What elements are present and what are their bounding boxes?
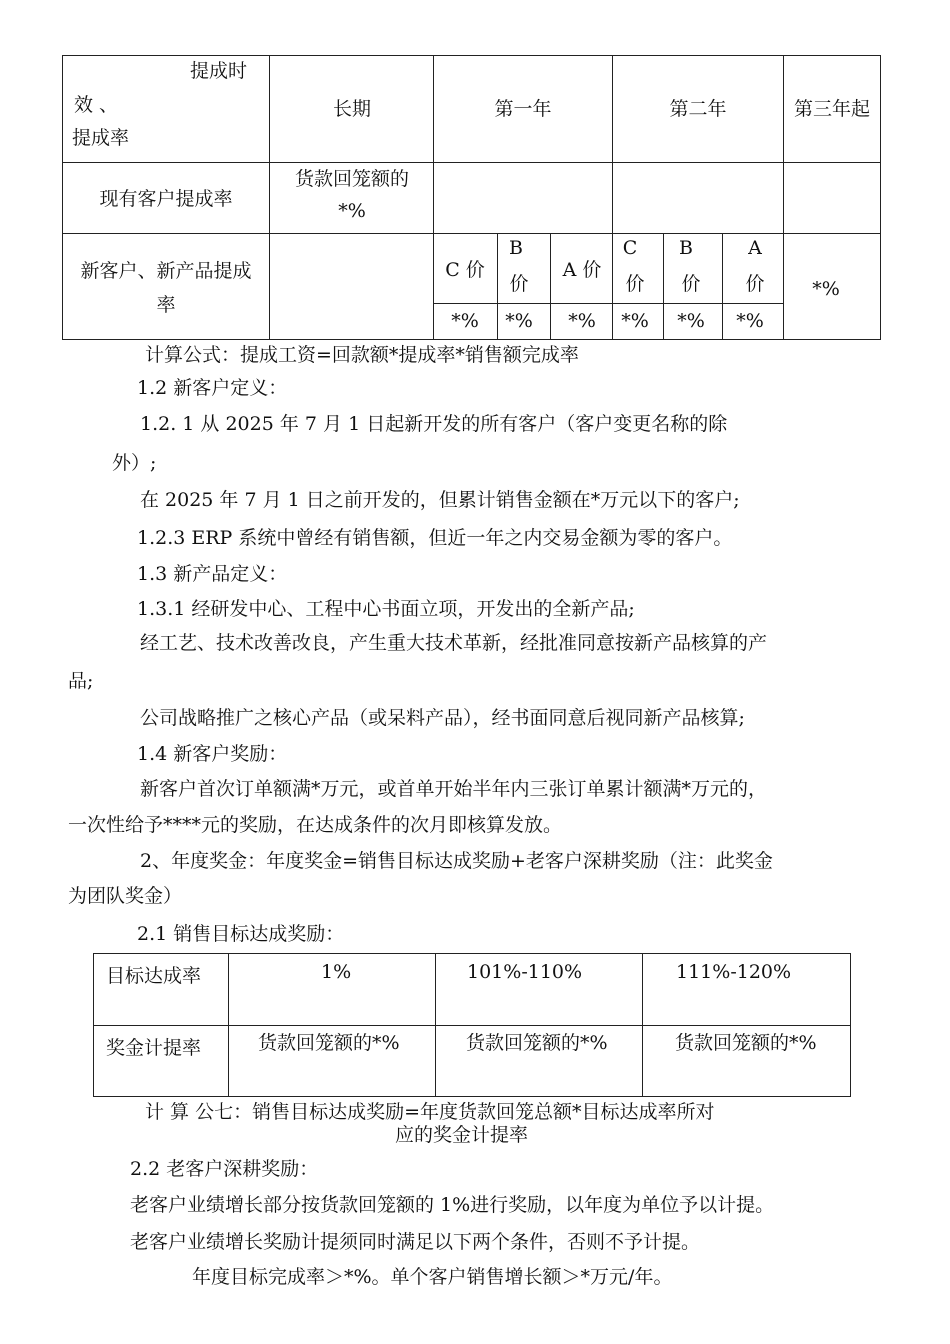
new-long-cell (269, 233, 434, 340)
para-2-2-3: 年度目标完成率＞*%。单个客户销售增长额＞*万元/年。 (192, 1266, 673, 1288)
existing-year3-cell (783, 162, 881, 234)
rate-y1-a: *% (568, 310, 596, 332)
para-1-2-1-line1: 1.2. 1 从 2025 年 7 月 1 日起新开发的所有客户（客户变更名称的除 (140, 413, 728, 435)
rate-y2-c: *% (621, 310, 649, 332)
t2-target-3: 111%-120% (676, 961, 792, 983)
new-label-line1: 新客户、新产品提成 (80, 260, 252, 282)
t2-target-2: 101%-110% (467, 961, 583, 983)
y1-a-price: A 价 (562, 259, 602, 281)
existing-customer-label: 现有客户提成率 (99, 188, 233, 210)
t2-bonus-1: 货款回笼额的*% (258, 1032, 400, 1054)
para-1-3-2-line2: 品; (68, 670, 94, 692)
y1-b-line1: B (509, 237, 523, 259)
y2-a-line1: A (748, 237, 762, 259)
t2-target-rate-label: 目标达成率 (106, 965, 202, 987)
t2-bonus-rate-label: 奖金计提率 (106, 1037, 202, 1059)
header-year1: 第一年 (494, 98, 552, 120)
y2-b-line1: B (679, 237, 693, 259)
para-1-2-1-line2: 外）; (112, 452, 157, 474)
y2-a-line2: 价 (745, 273, 765, 295)
rate-y2-b: *% (677, 310, 705, 332)
new-label-cell (62, 233, 270, 340)
y2-b-line2: 价 (681, 273, 701, 295)
t2-label-cell (93, 953, 229, 1026)
rate-y1-b: *% (505, 310, 533, 332)
y1-b-line2: 价 (509, 273, 529, 295)
y1-c-price: C 价 (445, 259, 485, 281)
existing-year2-cell (612, 162, 784, 234)
para-2-2-2: 老客户业绩增长奖励计提须同时满足以下两个条件，否则不予计提。 (130, 1231, 701, 1253)
para-1-2-3: 1.2.3 ERP 系统中曾经有销售额，但近一年之内交易金额为零的客户。 (137, 527, 733, 549)
section-1-2-heading: 1.2 新客户定义： (137, 377, 288, 399)
para-1-3-2-line1: 经工艺、技术改善改良，产生重大技术革新，经批准同意按新产品核算的产 (140, 632, 768, 654)
t2-bonus-3: 货款回笼额的*% (675, 1032, 817, 1054)
t2-label-cell (93, 1025, 229, 1097)
header-diagonal-line3: 提成率 (72, 127, 130, 149)
section-2-line1: 2、年度奖金：年度奖金=销售目标达成奖励+老客户深耕奖励（注：此奖金 (140, 850, 773, 872)
section-2-line2: 为团队奖金） (68, 885, 183, 907)
t2-target-1: 1% (321, 961, 352, 983)
existing-long-line1: 货款回笼额的 (294, 168, 410, 190)
header-year2: 第二年 (669, 98, 727, 120)
section-2-1-heading: 2.1 销售目标达成奖励： (137, 923, 345, 945)
formula2-line2: 应的奖金计提率 (395, 1124, 529, 1146)
header-diagonal-line1: 提成时 (190, 60, 248, 82)
para-2-2-1: 老客户业绩增长部分按货款回笼额的 1%进行奖励，以年度为单位予以计提。 (130, 1194, 775, 1216)
t2-bonus-2: 货款回笼额的*% (466, 1032, 608, 1054)
y2-c-line2: 价 (625, 273, 645, 295)
rate-y1-c: *% (451, 310, 479, 332)
para-1-3-3: 公司战略推广之核心产品（或呆料产品），经书面同意后视同新产品核算; (140, 707, 745, 729)
header-long: 长期 (332, 98, 372, 120)
header-year3: 第三年起 (793, 98, 871, 120)
para-1-2-2: 在 2025 年 7 月 1 日之前开发的，但累计销售金额在*万元以下的客户; (140, 489, 740, 511)
existing-year1-cell (433, 162, 613, 234)
para-1-4-line1: 新客户首次订单额满*万元，或首单开始半年内三张订单累计额满*万元的， (140, 778, 768, 800)
para-1-4-line2: 一次性给予****元的奖励，在达成条件的次月即核算发放。 (68, 814, 563, 836)
formula2-line1: 计 算 公七：销售目标达成奖励=年度货款回笼总额*目标达成率所对 (145, 1101, 715, 1123)
existing-long-line2: *% (338, 200, 366, 222)
section-2-2-heading: 2.2 老客户深耕奖励： (130, 1158, 319, 1180)
formula-text: 计算公式：提成工资=回款额*提成率*销售额完成率 (145, 344, 579, 366)
section-1-3-heading: 1.3 新产品定义： (137, 563, 288, 585)
para-1-3-1: 1.3.1 经研发中心、工程中心书面立项，开发出的全新产品; (137, 598, 635, 620)
header-diagonal-line2: 效 、 (74, 94, 119, 116)
rate-y2-a: *% (736, 310, 764, 332)
section-1-4-heading: 1.4 新客户奖励： (137, 743, 288, 765)
new-label-line2: 率 (156, 294, 176, 316)
new-year3-rate: *% (812, 278, 840, 300)
y2-c-line1: C (622, 237, 638, 259)
